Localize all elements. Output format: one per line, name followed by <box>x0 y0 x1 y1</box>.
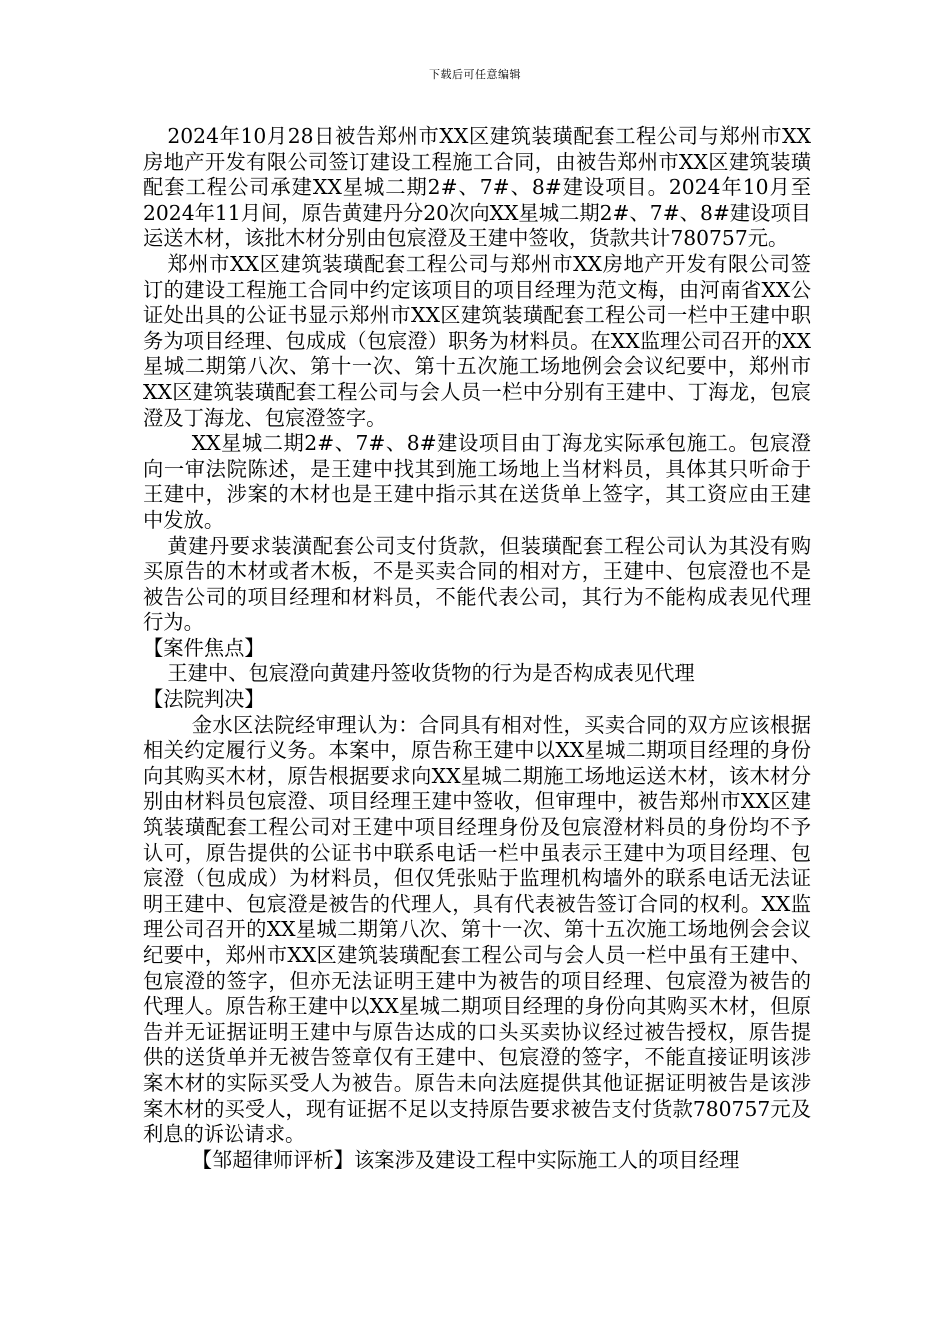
page-header: 下载后可任意编辑 <box>429 68 521 81</box>
document-body <box>143 124 811 1173</box>
section-heading-court-judgment: 【法院判决】 <box>143 687 265 712</box>
section-heading-case-focus: 【案件焦点】 <box>143 635 265 660</box>
paragraph-lawyer-analysis: 【邹超律师评析】该案涉及建设工程中实际施工人的项目经理 <box>191 1147 740 1172</box>
paragraph-contract-background: 2024年10月28日被告郑州市XX区建筑装璜配套工程公司与郑州市XX房地产开发有限公司签订建设工程施工合同，由被告郑州市XX区建筑装璜配套工程公司承建XX星城二期2#、7#、8#建设项目。2024年10月至2024年11月间，原告黄建丹分20次向XX星城二期2#、7#、8#建设项目运送木材，该批木材分别由包宸澄及王建中签收，货款共计780757元。 <box>143 124 811 251</box>
paragraph-case-focus: 王建中、包宸澄向黄建丹签收货物的行为是否构成表见代理 <box>167 661 695 686</box>
paragraph-court-judgment: 金水区法院经审理认为：合同具有相对性，买卖合同的双方应该根据相关约定履行义务。本案中，原告称王建中以XX星城二期项目经理的身份向其购买木材，原告根据要求向XX星城二期施工场地运送木材，该木材分别由材料员包宸澄、项目经理王建中签收，但审理中，被告郑州市XX区建筑装璜配套工程公司对王建中项目经理身份及包宸澄材料员的身份均不予认可，原告提供的公证书中联系电话一栏中虽表示王建中为项目经理、包宸澄（包成成）为材料员，但仅凭张贴于监理机构墙外的联系电话无法证明王建中、包宸澄是被告的代理人，具有代表被告签订合同的权利。XX监理公司召开的XX星城二期第八次、第十一次、第十五次施工场地例会会议纪要中，郑州市XX区建筑装璜配套工程公司与会人员一栏中虽有王建中、包宸澄的签字，但亦无法证明王建中为被告的项目经理、包宸澄为被告的代理人。原告称王建中以XX星城二期项目经理的身份向其购买木材，但原告并无证据证明王建中与原告达成的口头买卖协议经过被告授权，原告提供的送货单并无被告签章仅有王建中、包宸澄的签字，不能直接证明该涉案木材的实际买受人为被告。原告未向法庭提供其他证据证明被告是该涉案木材的买受人，现有证据不足以支持原告要求被告支付货款780757元及利息的诉讼请求。 <box>143 712 811 1147</box>
paragraph-payment-dispute: 黄建丹要求装潢配套公司支付货款，但装璜配套工程公司认为其没有购买原告的木材或者木板，不是买卖合同的相对方，王建中、包宸澄也不是被告公司的项目经理和材料员，不能代表公司，其行为不能构成表见代理行为。 <box>143 533 811 635</box>
paragraph-actual-contractor: XX星城二期2#、7#、8#建设项目由丁海龙实际承包施工。包宸澄向一审法院陈述，是王建中找其到施工场地上当材料员，具体其只听命于王建中，涉案的木材也是王建中指示其在送货单上签字，其工资应由王建中发放。 <box>143 431 811 532</box>
paragraph-project-manager-info: 郑州市XX区建筑装璜配套工程公司与郑州市XX房地产开发有限公司签订的建设工程施工合同中约定该项目的项目经理为范文梅，由河南省XX公证处出具的公证书显示郑州市XX区建筑装璜配套工程公司一栏中王建中职务为项目经理、包成成（包宸澄）职务为材料员。在XX监理公司召开的XX星城二期第八次、第十一次、第十五次施工场地例会会议纪要中，郑州市XX区建筑装璜配套工程公司与会人员一栏中分别有王建中、丁海龙，包宸澄及丁海龙、包宸澄签字。 <box>143 251 811 430</box>
